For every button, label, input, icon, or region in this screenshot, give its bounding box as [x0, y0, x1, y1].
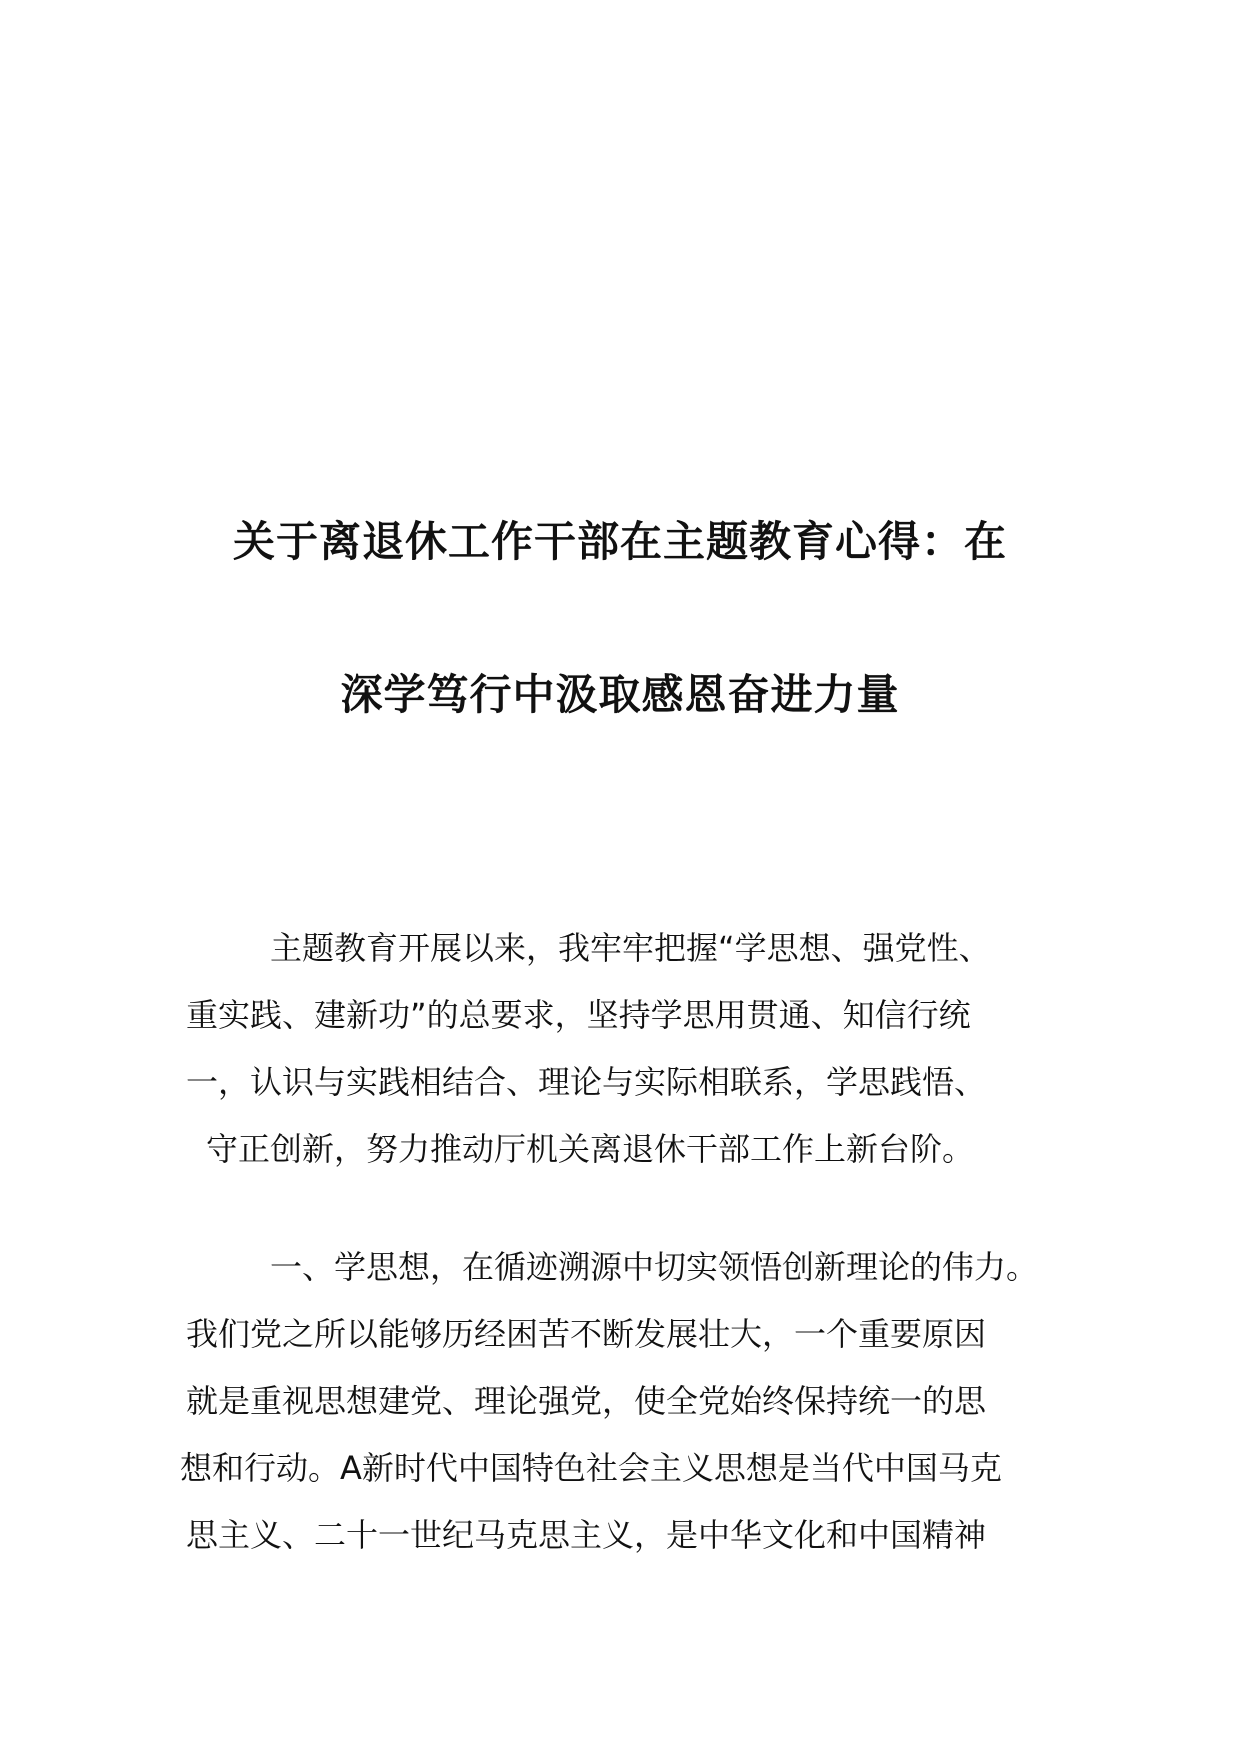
document-title-line-2: 深学笃行中汲取感恩奋进力量 — [340, 670, 900, 719]
paragraph-line: 就是重视思想建党、理论强党，使全党始终保持统一的思 — [186, 1382, 987, 1420]
paragraph-line: 想和行动。A新时代中国特色社会主义思想是当代中国马克 — [180, 1449, 1002, 1487]
paragraph-section-1 — [180, 1234, 1056, 1569]
paragraph-line: 主题教育开展以来，我牢牢把握“学思想、强党性、 — [270, 929, 991, 967]
paragraph-line: 守正创新，努力推动厅机关离退休干部工作上新台阶。 — [206, 1130, 975, 1168]
paragraph-line: 一、学思想，在循迹溯源中切实领悟创新理论的伟力。 — [270, 1248, 1039, 1286]
paragraph-intro — [186, 915, 1056, 1183]
paragraph-line: 重实践、建新功”的总要求，坚持学思用贯通、知信行统 — [186, 996, 971, 1034]
paragraph-line: 我们党之所以能够历经困苦不断发展壮大，一个重要原因 — [186, 1315, 987, 1353]
paragraph-line: 一，认识与实践相结合、理论与实际相联系，学思践悟、 — [186, 1063, 987, 1101]
document-title-line-1: 关于离退休工作干部在主题教育心得：在 — [232, 517, 1007, 566]
paragraph-line: 思主义、二十一世纪马克思主义，是中华文化和中国精神 — [186, 1516, 987, 1554]
